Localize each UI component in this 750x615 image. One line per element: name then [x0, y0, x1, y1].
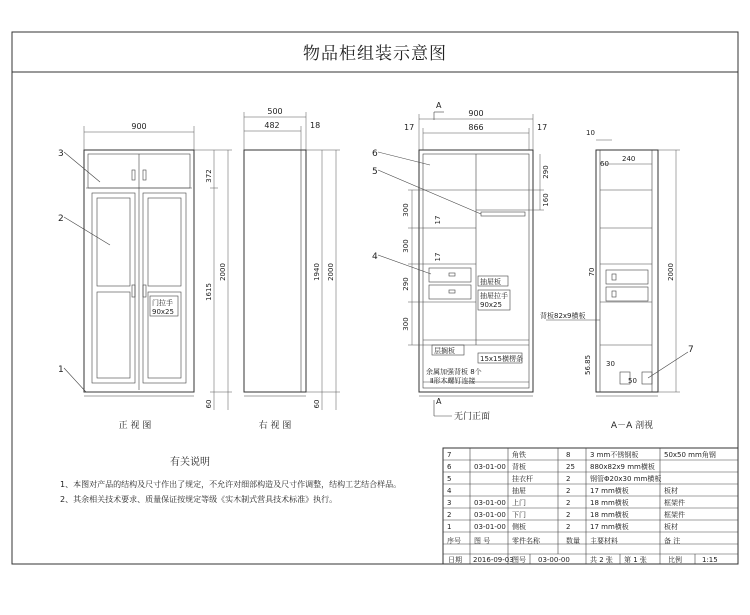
- drawing-title: 物品柜组装示意图: [303, 44, 447, 64]
- footer-sheet: 第 1 张: [624, 556, 647, 564]
- table-cell: 钢管Φ20x30 mm横板: [590, 475, 662, 483]
- table-header-cell: 序号: [447, 537, 461, 545]
- inner-left-dim-2: 300: [402, 239, 410, 253]
- table-cell: 框架件: [664, 499, 685, 507]
- front-callout-3: 3: [58, 149, 64, 159]
- table-cell: 2: [566, 475, 571, 483]
- parts-table: [443, 448, 738, 564]
- inner-drawer-gap-dim-2: 17: [434, 252, 442, 262]
- right-outer-dim: 500: [267, 107, 283, 116]
- table-cell: 18 mm横板: [590, 511, 629, 519]
- table-cell: 03-01-00: [474, 523, 506, 531]
- table-cell: 2: [447, 511, 452, 519]
- front-middle-dim: 1615: [205, 283, 213, 301]
- table-cell: 7: [447, 451, 452, 459]
- front-handle-size: 90x25: [152, 308, 174, 316]
- table-cell: 背板: [512, 463, 526, 471]
- notes-item-1: 1、本图对产品的结构及尺寸作出了规定，不允许对细部构造及尺寸作调整，结构工艺结合样品。: [60, 480, 402, 489]
- inner-left-dim-3: 290: [402, 277, 410, 291]
- footer-scale-label: 比例: [668, 556, 682, 564]
- right-view: [244, 107, 340, 431]
- table-cell: 挂衣杆: [512, 475, 533, 483]
- table-header-cell: 数量: [566, 537, 580, 545]
- notes-title: 有关说明: [170, 457, 210, 468]
- inner-note-drawer-board: 抽屉板: [480, 278, 501, 286]
- section-d4-dim: 50: [628, 377, 637, 385]
- section-d3-dim: 30: [606, 360, 615, 368]
- inner-right-dim-top: 290: [542, 165, 550, 179]
- front-callout-1: 1: [58, 365, 64, 375]
- inner-view: [372, 101, 550, 422]
- footer-drawing-no: 03-00-00: [538, 556, 570, 564]
- table-cell: 50x50 mm角钢: [664, 451, 716, 459]
- table-cell: 25: [566, 463, 575, 471]
- table-cell: 1: [447, 523, 452, 531]
- footer-date-label: 日期: [448, 556, 462, 564]
- table-cell: 板材: [664, 487, 678, 495]
- front-view-label: 正 视 图: [118, 421, 152, 431]
- inner-note-drawer-handle: 抽屉拉手: [480, 292, 508, 300]
- front-view: [58, 122, 232, 431]
- inner-inner-dim: 866: [468, 123, 484, 132]
- inner-side-right-dim: 17: [537, 123, 548, 132]
- table-cell: 抽屉: [512, 487, 526, 495]
- table-cell: 3: [447, 499, 452, 507]
- inner-section-mark-top: A: [436, 101, 442, 110]
- section-top-dim: 10: [586, 129, 595, 137]
- table-cell: 上门: [512, 499, 526, 507]
- inner-width-dim: 900: [468, 109, 484, 118]
- section-depth-dim: 240: [622, 155, 636, 163]
- table-cell: 板材: [664, 523, 678, 531]
- inner-section-mark-bottom: A: [436, 397, 442, 406]
- table-cell: 6: [447, 463, 452, 471]
- inner-left-dim-4: 300: [402, 317, 410, 331]
- section-height-dim: 2000: [667, 263, 675, 281]
- table-cell: 2: [566, 523, 571, 531]
- table-cell: 17 mm横板: [590, 523, 629, 531]
- table-cell: 5: [447, 475, 452, 483]
- section-callout-7: 7: [688, 345, 694, 355]
- table-cell: 角铁: [512, 451, 526, 459]
- table-cell: 4: [447, 487, 452, 495]
- table-cell: 侧板: [512, 523, 526, 531]
- table-cell: 8: [566, 451, 571, 459]
- section-note-back: 背板82x9横板: [540, 312, 586, 320]
- table-cell: 17 mm横板: [590, 487, 629, 495]
- inner-callout-4: 4: [372, 252, 378, 262]
- inner-callout-6: 6: [372, 149, 378, 159]
- right-bottom-dim: 60: [313, 399, 321, 409]
- right-side-dim: 18: [310, 121, 321, 130]
- inner-view-label: 无门正面: [454, 412, 491, 422]
- table-header-cell: 图 号: [474, 537, 491, 545]
- table-cell: 880x82x9 mm横板: [590, 463, 655, 471]
- table-cell: 18 mm横板: [590, 499, 629, 507]
- table-header-cell: 零件名称: [512, 537, 540, 545]
- inner-note-shelf: 层搁板: [434, 347, 455, 355]
- table-cell: 03-01-00: [474, 511, 506, 519]
- inner-note-backboard: 余属加强背板 8个: [426, 368, 482, 376]
- notes-block: [60, 455, 401, 504]
- inner-note-screw: Ⅱ形木螺钉连接: [430, 377, 476, 385]
- right-total-dim: 2000: [327, 263, 335, 281]
- section-d5-dim: 56.85: [584, 354, 592, 376]
- front-width-dim: 900: [131, 122, 147, 131]
- front-top-dim: 372: [205, 169, 213, 183]
- inner-drawer-gap-dim: 17: [434, 215, 442, 225]
- footer-drawing-no-label: 图号: [512, 556, 526, 564]
- inner-callout-5: 5: [372, 167, 378, 177]
- right-view-label: 右 视 图: [258, 421, 292, 431]
- front-callout-2: 2: [58, 214, 64, 224]
- table-cells: [447, 450, 716, 545]
- section-view: [540, 129, 694, 431]
- footer-sheets: 共 2 张: [590, 556, 613, 564]
- right-height-dim: 1940: [313, 263, 321, 281]
- footer-scale: 1:15: [702, 556, 718, 564]
- section-d1-dim: 60: [600, 160, 609, 168]
- section-view-label: A－A 剖视: [610, 421, 654, 431]
- footer-date: 2016-09-03: [473, 556, 514, 564]
- inner-left-dim-1: 300: [402, 203, 410, 217]
- section-d2-dim: 70: [588, 267, 596, 277]
- table-cell: 下门: [512, 511, 526, 519]
- table-header-cell: 备 注: [664, 537, 681, 545]
- table-cell: 框架件: [664, 511, 685, 519]
- right-inner-dim: 482: [264, 121, 280, 130]
- table-cell: 03-01-00: [474, 499, 506, 507]
- table-cell: 2: [566, 487, 571, 495]
- inner-note-batten: 15x15横楞条: [480, 355, 523, 363]
- notes-item-2: 2、其余相关技术要求、质量保证按规定等级《实木制式营具技术标准》执行。: [60, 495, 338, 504]
- table-header-cell: 主要材料: [590, 537, 618, 545]
- inner-note-handle-size: 90x25: [480, 301, 502, 309]
- table-cell: 2: [566, 511, 571, 519]
- inner-side-left-dim: 17: [404, 123, 415, 132]
- front-total-dim: 2000: [219, 263, 227, 281]
- front-bottom-dim: 60: [205, 399, 213, 409]
- inner-right-dim-mid: 160: [542, 193, 550, 207]
- table-cell: 3 mm不锈钢板: [590, 451, 639, 459]
- table-cell: 03-01-00: [474, 463, 506, 471]
- front-handle-note: 门拉手: [152, 299, 173, 307]
- table-cell: 2: [566, 499, 571, 507]
